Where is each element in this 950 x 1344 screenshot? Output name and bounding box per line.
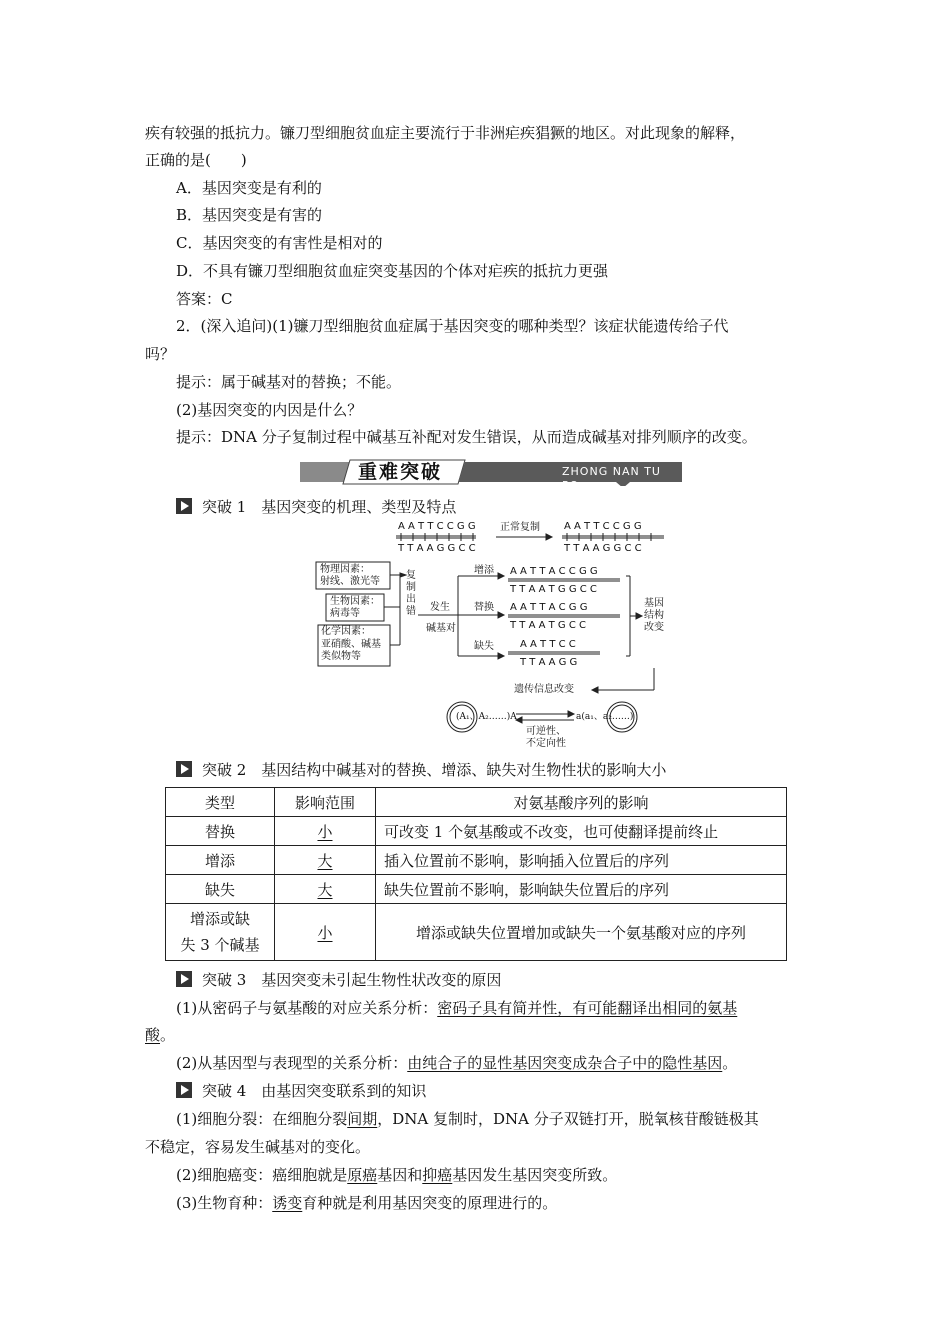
dna-add-upper: A A T T A C C G G bbox=[510, 566, 598, 577]
mutation-diagram bbox=[300, 518, 680, 756]
base-pair-label: 碱基对 bbox=[426, 623, 456, 634]
reversibility-l1: 可逆性、 bbox=[526, 726, 566, 737]
q2-line-2: 吗？ bbox=[145, 345, 176, 363]
b4-p2-answer-1: 原癌 bbox=[347, 1166, 378, 1184]
intro-line-1: 疾有较强的抵抗力。镰刀型细胞贫血症主要流行于非洲疟疾猖獗的地区。对此现象的解释， bbox=[145, 124, 746, 142]
table-header bbox=[166, 788, 787, 817]
b3-p2 bbox=[176, 1053, 737, 1073]
b3-p1-answer: 密码子具有简并性，有可能翻译出相同的氨基 bbox=[437, 999, 738, 1017]
q2-hint-1: 提示：属于碱基对的替换；不能。 bbox=[176, 373, 402, 391]
b4-title: 突破 4 由基因突变联系到的知识 bbox=[202, 1082, 427, 1100]
play-icon bbox=[176, 498, 192, 514]
copy-error-label bbox=[406, 570, 416, 618]
option-c: C．基因突变的有害性是相对的 bbox=[176, 234, 383, 252]
play-icon bbox=[176, 1082, 192, 1098]
th-range: 影响范围 bbox=[275, 788, 376, 817]
b1-heading bbox=[176, 497, 456, 517]
dna-add-lower: T T A A T G G C C bbox=[510, 584, 597, 595]
factor-chemical bbox=[321, 626, 381, 664]
option-b: B．基因突变是有害的 bbox=[176, 206, 323, 224]
gene-change-l2: 结构 bbox=[644, 610, 664, 621]
dna-sub-lower: T T A A T G C C bbox=[510, 620, 586, 631]
b3-p2-answer: 由纯合子的显性基因突变成杂合子中的隐性基因 bbox=[407, 1054, 723, 1072]
dna-top-right-upper: A A T T C C G G bbox=[564, 521, 642, 532]
b4-p1-line2: 不稳定，容易发生碱基对的变化。 bbox=[145, 1138, 371, 1156]
factor-biological-l2: 病毒等 bbox=[330, 608, 360, 619]
effect-table bbox=[165, 787, 787, 961]
gene-change-l1: 基因 bbox=[644, 598, 664, 609]
b2-title: 突破 2 基因结构中碱基对的替换、增添、缺失对生物性状的影响大小 bbox=[202, 761, 667, 779]
b3-p1-lead: (1)从密码子与氨基酸的对应关系分析： bbox=[176, 999, 438, 1017]
dna-sub-upper: A A T T A C G G bbox=[510, 602, 588, 613]
table-row bbox=[166, 846, 787, 875]
b3-p1-line2 bbox=[145, 1025, 175, 1045]
range-value: 小 bbox=[317, 923, 333, 942]
factor-biological-l1: 生物因素： bbox=[330, 596, 380, 607]
factor-physical-l1: 物理因素： bbox=[320, 564, 370, 575]
cell-type: 缺失 bbox=[166, 875, 275, 904]
b4-p3-lead: (3)生物育种： bbox=[176, 1194, 273, 1212]
factor-chemical-l3: 类似物等 bbox=[321, 651, 361, 662]
b4-p1-answer: 间期 bbox=[347, 1110, 378, 1128]
factor-biological bbox=[330, 596, 380, 620]
allele-right: a(a₁、a₂……) bbox=[576, 712, 634, 722]
answer: 答案：C bbox=[176, 290, 233, 308]
banner-title: 重难突破 bbox=[358, 461, 443, 483]
b3-p1-line1 bbox=[176, 998, 737, 1018]
b4-p2-answer-2: 抑癌 bbox=[422, 1166, 453, 1184]
cell-type bbox=[166, 904, 275, 961]
dna-del-upper: A A T T C C bbox=[520, 639, 576, 650]
q2-line-1: 2．(深入追问)(1)镰刀型细胞贫血症属于基因突变的哪种类型？该症状能遗传给子代 bbox=[176, 317, 729, 335]
substitute-label: 替换 bbox=[474, 602, 494, 613]
option-a: A．基因突变是有利的 bbox=[176, 179, 322, 197]
dna-top-left-lower: T T A A G G C C bbox=[398, 543, 476, 554]
section-banner bbox=[300, 458, 682, 492]
delete-label: 缺失 bbox=[474, 641, 494, 652]
b3-p2-end: 。 bbox=[722, 1054, 738, 1072]
copy-error-c3: 出 bbox=[406, 594, 416, 605]
normal-copy-label: 正常复制 bbox=[500, 522, 540, 533]
factor-chemical-l1: 化学因素： bbox=[321, 626, 371, 637]
cell-type-l2: 失 3 个碱基 bbox=[180, 936, 260, 954]
b3-title: 突破 3 基因突变未引起生物性状改变的原因 bbox=[202, 971, 502, 989]
range-value: 大 bbox=[317, 880, 333, 899]
cell-range bbox=[275, 875, 376, 904]
add-label: 增添 bbox=[474, 565, 494, 576]
cell-range bbox=[275, 846, 376, 875]
b4-p3-rest: 育种就是利用基因突变的原理进行的。 bbox=[302, 1194, 558, 1212]
cell-effect: 缺失位置前不影响，影响缺失位置后的序列 bbox=[376, 875, 787, 904]
copy-error-c2: 制 bbox=[406, 582, 416, 593]
info-change-label: 遗传信息改变 bbox=[514, 684, 574, 695]
cell-type: 替换 bbox=[166, 817, 275, 846]
table-row bbox=[166, 875, 787, 904]
copy-error-c1: 复 bbox=[406, 570, 416, 581]
b2-heading bbox=[176, 760, 666, 780]
cell-effect: 增添或缺失位置增加或缺失一个氨基酸对应的序列 bbox=[376, 904, 787, 961]
b1-title: 突破 1 基因突变的机理、类型及特点 bbox=[202, 498, 457, 516]
cell-range bbox=[275, 817, 376, 846]
gene-change-l3: 改变 bbox=[644, 622, 664, 633]
b4-heading bbox=[176, 1081, 426, 1101]
b4-p2-mid: 基因和 bbox=[377, 1166, 423, 1184]
cell-range bbox=[275, 904, 376, 961]
cell-type-l1: 增添或缺 bbox=[189, 910, 250, 928]
factor-physical-l2: 射线、激光等 bbox=[320, 576, 380, 587]
play-icon bbox=[176, 761, 192, 777]
table-row bbox=[166, 904, 787, 961]
dna-del-lower: T T A A G G bbox=[520, 657, 578, 668]
reversibility-label bbox=[526, 726, 566, 750]
occur-label: 发生 bbox=[430, 602, 450, 613]
factor-physical bbox=[320, 564, 380, 588]
b4-p3-answer: 诱变 bbox=[272, 1194, 303, 1212]
table-row bbox=[166, 817, 787, 846]
play-icon bbox=[176, 971, 192, 987]
b3-p2-lead: (2)从基因型与表现型的关系分析： bbox=[176, 1054, 408, 1072]
b4-p2-lead: (2)细胞癌变：癌细胞就是 bbox=[176, 1166, 348, 1184]
factor-chemical-l2: 亚硝酸、碱基 bbox=[321, 638, 381, 650]
gene-structure-change bbox=[644, 598, 664, 634]
q2-hint-2: 提示：DNA 分子复制过程中碱基互补配对发生错误，从而造成碱基对排列顺序的改变。 bbox=[176, 428, 757, 446]
cell-effect: 插入位置前不影响，影响插入位置后的序列 bbox=[376, 846, 787, 875]
b3-p1-end: 。 bbox=[160, 1026, 176, 1044]
banner-pinyin: ZHONG NAN TU PO bbox=[562, 465, 661, 492]
allele-left: (A₁、A₂……)A bbox=[456, 712, 517, 722]
cell-type: 增添 bbox=[166, 846, 275, 875]
q2-sub-2: (2)基因突变的内因是什么？ bbox=[176, 401, 363, 419]
cell-effect: 可改变 1 个氨基酸或不改变，也可使翻译提前终止 bbox=[376, 817, 787, 846]
b4-p2 bbox=[176, 1165, 617, 1185]
th-type: 类型 bbox=[166, 788, 275, 817]
range-value: 小 bbox=[317, 822, 333, 841]
b4-p1-line1 bbox=[176, 1109, 759, 1129]
dna-top-left-upper: A A T T C C G G bbox=[398, 521, 476, 532]
reversibility-l2: 不定向性 bbox=[526, 738, 566, 749]
b4-p3 bbox=[176, 1193, 557, 1213]
copy-error-c4: 错 bbox=[406, 606, 416, 617]
b4-p1-lead: (1)细胞分裂：在细胞分裂 bbox=[176, 1110, 348, 1128]
b4-p1-rest: ，DNA 复制时，DNA 分子双链打开，脱氧核苷酸链极其 bbox=[377, 1110, 759, 1128]
b3-p1-answer-tail: 酸 bbox=[145, 1026, 161, 1044]
th-effect: 对氨基酸序列的影响 bbox=[376, 788, 787, 817]
range-value: 大 bbox=[317, 851, 333, 870]
dna-top-right-lower: T T A A G G C C bbox=[564, 543, 642, 554]
option-d: D．不具有镰刀型细胞贫血症突变基因的个体对疟疾的抵抗力更强 bbox=[176, 262, 609, 280]
b3-heading bbox=[176, 970, 501, 990]
b4-p2-rest: 基因发生基因突变所致。 bbox=[452, 1166, 618, 1184]
intro-line-2: 正确的是( ) bbox=[145, 151, 247, 169]
